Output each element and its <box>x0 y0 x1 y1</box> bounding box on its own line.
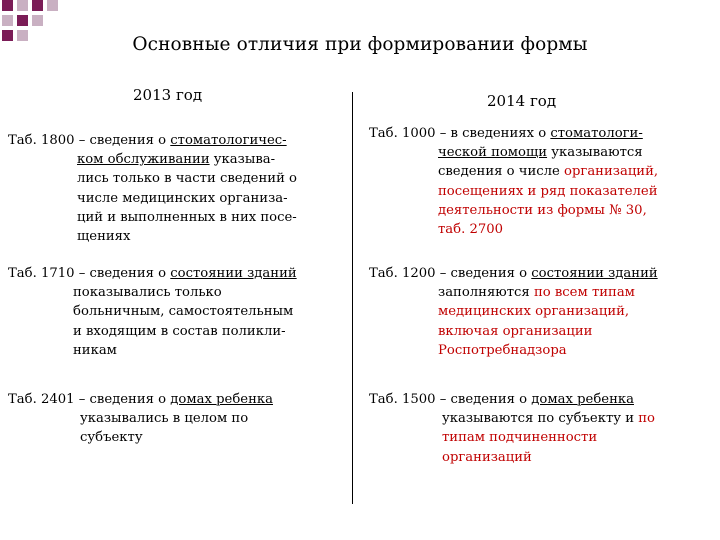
entry-line <box>369 322 658 341</box>
entry-text: лись только в части сведений о <box>77 171 297 187</box>
entry-text: указываются <box>547 145 643 161</box>
entry-line <box>8 227 297 246</box>
slide-title: Основные отличия при формировании формы <box>132 34 588 55</box>
entry-text: субъекту <box>80 430 143 446</box>
entry-text: Таб. 1500 – сведения о <box>369 392 532 407</box>
entry-text: и входящим в состав поликли- <box>73 323 286 339</box>
entry-line <box>8 189 297 208</box>
entry-underlined-text: домах ребенка <box>531 392 634 407</box>
decor-square <box>17 15 28 26</box>
right-column-year: 2014 год <box>487 92 557 110</box>
entry-line <box>8 428 273 447</box>
entry-text: заполняются <box>438 285 534 301</box>
entry-line <box>8 409 273 428</box>
left-column-year: 2013 год <box>133 86 203 104</box>
entry-text: показывались только <box>73 285 222 301</box>
entry-underlined-text: состоянии зданий <box>170 266 297 281</box>
entry-underlined-text: ком обслуживании <box>77 152 210 168</box>
entry-line <box>8 302 297 321</box>
entry-line <box>8 390 273 409</box>
left-entry-tab-1710 <box>8 264 297 360</box>
right-entry-tab-1200 <box>369 264 658 360</box>
entry-highlighted-text: организаций, <box>564 164 659 180</box>
entry-text: указывались в целом по <box>80 411 249 427</box>
column-divider <box>352 92 353 504</box>
entry-text: числе медицинских организа- <box>77 190 288 206</box>
decor-square <box>32 15 43 26</box>
right-entry-tab-1000 <box>369 124 658 239</box>
entry-text: ций и выполненных в них посе- <box>77 209 297 225</box>
decor-square <box>47 0 58 11</box>
entry-highlighted-text: Роспотребнадзора <box>438 342 567 358</box>
entry-line <box>8 264 297 283</box>
right-entry-tab-1500 <box>369 390 655 467</box>
entry-line <box>369 201 658 220</box>
entry-line <box>8 322 297 341</box>
entry-highlighted-text: типам подчиненности <box>442 430 598 446</box>
entry-highlighted-text: по всем типам <box>533 285 635 301</box>
entry-line <box>369 124 658 143</box>
entry-line <box>369 264 658 283</box>
entry-line <box>8 283 297 302</box>
entry-underlined-text: состоянии зданий <box>531 266 658 281</box>
entry-text: больничным, самостоятельным <box>73 304 294 320</box>
decor-square <box>2 15 13 26</box>
entry-line <box>369 220 658 239</box>
entry-line <box>369 302 658 321</box>
entry-highlighted-text: медицинских организаций, <box>438 304 630 320</box>
entry-line <box>8 150 297 169</box>
decor-square <box>17 0 28 11</box>
entry-text: Таб. 1710 – сведения о <box>8 266 171 281</box>
entry-line <box>369 283 658 302</box>
entry-line <box>369 390 655 409</box>
entry-text: указыва- <box>209 152 276 168</box>
entry-line <box>8 208 297 227</box>
entry-text: Таб. 1800 – сведения о <box>8 133 171 148</box>
decor-square <box>32 0 43 11</box>
entry-line <box>369 182 658 201</box>
entry-text: щениях <box>77 229 131 245</box>
entry-highlighted-text: деятельности из формы № 30, <box>438 202 647 218</box>
entry-line <box>8 341 297 360</box>
entry-highlighted-text: по <box>638 411 655 427</box>
entry-text: Таб. 1200 – сведения о <box>369 266 532 281</box>
entry-highlighted-text: таб. 2700 <box>438 222 504 238</box>
entry-text: указываются по субъекту и <box>442 411 639 427</box>
entry-underlined-text: стоматологи- <box>550 126 643 141</box>
entry-text: Таб. 2401 – сведения о <box>8 392 171 407</box>
entry-line <box>369 162 658 181</box>
decor-square <box>2 0 13 11</box>
entry-line <box>369 143 658 162</box>
entry-line <box>369 428 655 447</box>
entry-line <box>8 169 297 188</box>
entry-underlined-text: ческой помощи <box>438 145 548 161</box>
entry-underlined-text: стоматологичес- <box>170 133 287 148</box>
left-entry-tab-1800 <box>8 131 297 246</box>
entry-highlighted-text: включая организации <box>438 323 593 339</box>
left-entry-tab-2401 <box>8 390 273 448</box>
entry-text: Таб. 1000 – в сведениях о <box>369 126 551 141</box>
entry-line <box>369 409 655 428</box>
entry-line <box>8 131 297 150</box>
entry-highlighted-text: посещениях и ряд показателей <box>438 183 658 199</box>
entry-text: сведения о числе <box>438 164 565 180</box>
entry-highlighted-text: организаций <box>442 449 532 465</box>
entry-line <box>369 341 658 360</box>
entry-text: никам <box>73 342 117 358</box>
entry-line <box>369 448 655 467</box>
entry-underlined-text: домах ребенка <box>170 392 273 407</box>
